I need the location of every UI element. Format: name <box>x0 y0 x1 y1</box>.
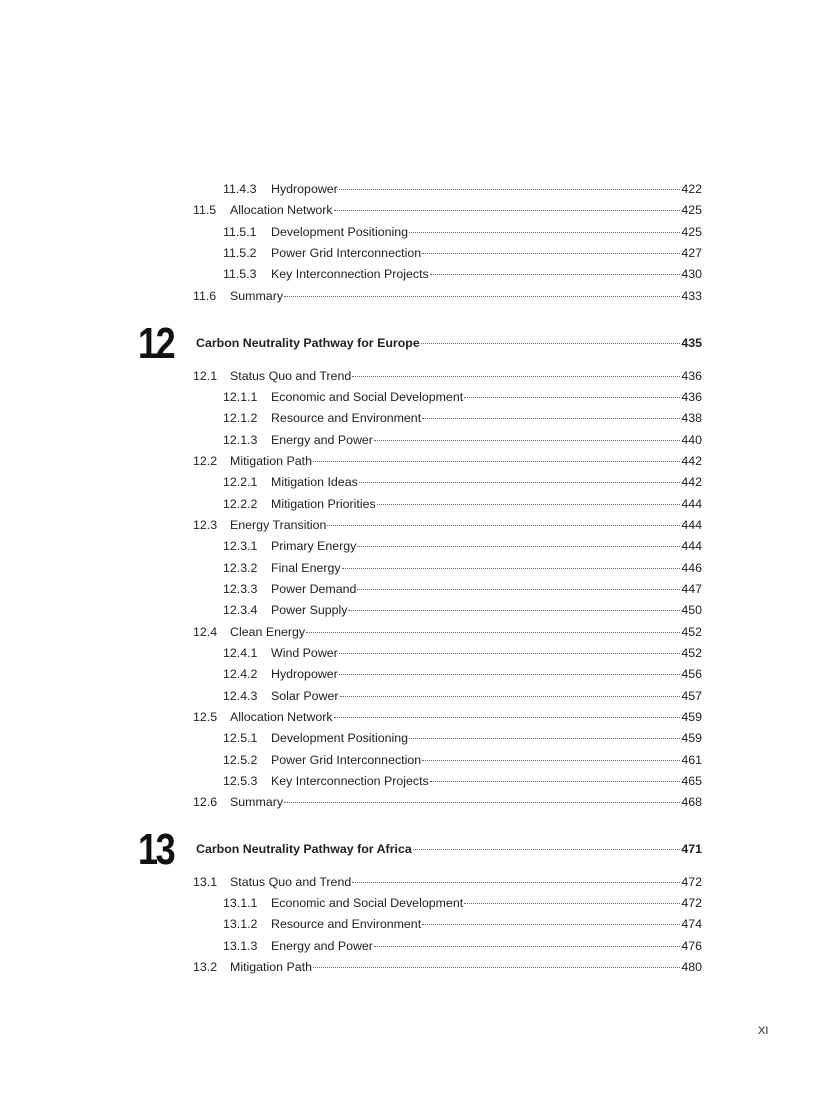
entry-page: 447 <box>681 581 702 596</box>
chapter-number: 12 <box>138 319 174 368</box>
entry-body <box>271 643 702 664</box>
toc-entry[interactable] <box>0 179 816 200</box>
toc-entry[interactable] <box>0 472 816 493</box>
dot-leader <box>374 440 680 441</box>
entry-body <box>271 686 702 707</box>
entry-body <box>271 750 702 771</box>
entry-number: 11.6 <box>193 288 217 303</box>
entry-number: 12.1.3 <box>223 432 258 447</box>
entry-title: Development Positioning <box>271 731 409 746</box>
entry-page: 438 <box>681 411 702 426</box>
toc-entry[interactable] <box>0 536 816 557</box>
entry-page: 459 <box>681 731 702 746</box>
toc-entry[interactable] <box>0 366 816 387</box>
entry-body <box>271 914 702 935</box>
toc-entry[interactable] <box>0 728 816 749</box>
dot-leader <box>409 232 680 233</box>
dot-leader <box>421 343 681 344</box>
toc-entry[interactable] <box>0 515 816 536</box>
dot-leader <box>348 610 680 611</box>
entry-body <box>271 771 702 792</box>
toc-section-chapter-12 <box>0 366 816 814</box>
dot-leader <box>352 376 680 377</box>
entry-title: Summary <box>230 795 284 810</box>
toc-entry[interactable] <box>0 936 816 957</box>
dot-leader <box>422 760 680 761</box>
entry-number: 11.5.3 <box>223 267 257 282</box>
entry-body <box>271 243 702 264</box>
entry-body <box>271 893 702 914</box>
entry-body <box>271 472 702 493</box>
chapter-page: 471 <box>681 842 702 856</box>
dot-leader <box>357 589 680 590</box>
entry-body <box>271 728 702 749</box>
dot-leader <box>413 849 681 850</box>
entry-page: 456 <box>681 667 702 682</box>
dot-leader <box>430 274 681 275</box>
chapter-title: Carbon Neutrality Pathway for Africa <box>196 842 412 856</box>
entry-body <box>230 200 702 221</box>
entry-body <box>271 494 702 515</box>
toc-entry[interactable] <box>0 957 816 978</box>
entry-body <box>271 536 702 557</box>
entry-page: 440 <box>681 432 702 447</box>
entry-title: Mitigation Path <box>230 959 312 974</box>
entry-title: Summary <box>230 288 284 303</box>
entry-page: 472 <box>681 874 702 889</box>
entry-title: Development Positioning <box>271 224 409 239</box>
chapter-title: Carbon Neutrality Pathway for Europe <box>196 336 420 350</box>
entry-title: Key Interconnection Projects <box>271 267 429 282</box>
entry-body <box>230 366 702 387</box>
dot-leader <box>334 717 681 718</box>
entry-page: 446 <box>681 560 702 575</box>
entry-page: 436 <box>681 389 702 404</box>
entry-number: 12.4 <box>193 624 218 639</box>
dot-leader <box>374 946 680 947</box>
entry-page: 442 <box>681 453 702 468</box>
entry-title: Wind Power <box>271 645 338 660</box>
entry-number: 13.1.2 <box>223 917 258 932</box>
entry-page: 425 <box>681 224 702 239</box>
entry-number: 13.1 <box>193 874 218 889</box>
entry-body <box>230 957 702 978</box>
entry-body <box>271 936 702 957</box>
dot-leader <box>430 781 681 782</box>
toc-entry[interactable] <box>0 707 816 728</box>
dot-leader <box>284 802 680 803</box>
entry-body <box>271 222 702 243</box>
toc-entry[interactable] <box>0 600 816 621</box>
toc-section-chapter-11 <box>0 179 816 307</box>
entry-title: Economic and Social Development <box>271 389 464 404</box>
entry-page: 444 <box>681 496 702 511</box>
entry-number: 12.5.3 <box>223 774 258 789</box>
chapter-number: 13 <box>138 825 174 874</box>
entry-number: 11.5 <box>193 203 217 218</box>
entry-body <box>230 451 702 472</box>
entry-title: Final Energy <box>271 560 341 575</box>
entry-body <box>271 558 702 579</box>
dot-leader <box>334 210 681 211</box>
toc-entry[interactable] <box>0 664 816 685</box>
toc-entry[interactable] <box>0 579 816 600</box>
entry-title: Hydropower <box>271 182 338 196</box>
dot-leader <box>352 882 680 883</box>
entry-title: Allocation Network <box>230 203 333 218</box>
entry-title: Power Grid Interconnection <box>271 246 422 261</box>
entry-page: 468 <box>681 795 702 810</box>
toc-entry[interactable] <box>0 451 816 472</box>
toc-entry[interactable] <box>0 686 816 707</box>
entry-number: 12.2.1 <box>223 475 258 490</box>
entry-page: 430 <box>681 267 702 282</box>
dot-leader <box>339 674 681 675</box>
entry-title: Hydropower <box>271 667 338 682</box>
toc-entry[interactable] <box>0 408 816 429</box>
dot-leader <box>422 924 680 925</box>
entry-body <box>230 286 702 307</box>
entry-number: 12.5 <box>193 710 218 724</box>
toc-entry[interactable] <box>0 264 816 285</box>
chapter-page: 435 <box>681 336 702 350</box>
entry-body <box>230 515 702 536</box>
chapter-heading-13[interactable] <box>0 825 816 874</box>
dot-leader <box>422 418 680 419</box>
entry-body <box>271 408 702 429</box>
entry-page: 457 <box>681 688 702 703</box>
entry-number: 11.5.2 <box>223 246 257 261</box>
entry-page: 442 <box>681 475 702 490</box>
entry-title: Economic and Social Development <box>271 895 464 910</box>
toc-entry[interactable] <box>0 222 816 243</box>
toc-entry[interactable] <box>0 387 816 408</box>
toc-entry[interactable] <box>0 893 816 914</box>
entry-page: 427 <box>681 246 702 261</box>
entry-page: 452 <box>681 645 702 660</box>
entry-title: Primary Energy <box>271 539 357 554</box>
dot-leader <box>313 967 680 968</box>
entry-number: 12.3.4 <box>223 603 258 618</box>
entry-number: 12.5.2 <box>223 752 258 767</box>
dot-leader <box>306 632 680 633</box>
dot-leader <box>313 461 680 462</box>
toc-entry[interactable] <box>0 792 816 813</box>
entry-body <box>230 792 702 813</box>
entry-number: 13.2 <box>193 959 218 974</box>
entry-page: 474 <box>681 917 702 932</box>
entry-title: Resource and Environment <box>271 917 422 932</box>
entry-page: 450 <box>681 603 702 618</box>
entry-title: Mitigation Priorities <box>271 496 376 511</box>
entry-title: Clean Energy <box>230 624 306 639</box>
entry-number: 12.3.1 <box>223 539 258 554</box>
dot-leader <box>340 696 681 697</box>
entry-number: 12.6 <box>193 795 218 810</box>
toc-entry[interactable] <box>0 494 816 515</box>
dot-leader <box>409 738 680 739</box>
dot-leader <box>377 504 681 505</box>
toc-entry[interactable] <box>0 750 816 771</box>
entry-page: 459 <box>681 710 702 724</box>
dot-leader <box>422 253 680 254</box>
toc-entry[interactable] <box>0 643 816 664</box>
entry-page: 472 <box>681 895 702 910</box>
entry-number: 12.4.1 <box>223 645 258 660</box>
dot-leader <box>342 568 681 569</box>
dot-leader <box>359 482 681 483</box>
entry-title: Energy and Power <box>271 938 373 953</box>
entry-title: Status Quo and Trend <box>230 874 352 889</box>
entry-number: 11.4.3 <box>223 182 257 196</box>
entry-body <box>230 872 702 893</box>
toc-entry[interactable] <box>0 243 816 264</box>
entry-number: 12.1.2 <box>223 411 258 426</box>
toc-entry[interactable] <box>0 286 816 307</box>
entry-body <box>271 430 702 451</box>
entry-number: 12.2 <box>193 453 218 468</box>
entry-page: 452 <box>681 624 702 639</box>
dot-leader <box>357 546 680 547</box>
toc-entry[interactable] <box>0 914 816 935</box>
entry-body <box>230 707 702 728</box>
entry-number: 12.3.3 <box>223 581 258 596</box>
entry-title: Power Supply <box>271 603 348 618</box>
entry-title: Solar Power <box>271 688 339 703</box>
entry-title: Mitigation Path <box>230 453 312 468</box>
entry-page: 465 <box>681 774 702 789</box>
entry-body <box>271 664 702 685</box>
toc-entry[interactable] <box>0 771 816 792</box>
dot-leader <box>339 653 681 654</box>
entry-page: 425 <box>681 203 702 218</box>
entry-page: 433 <box>681 288 702 303</box>
entry-page: 444 <box>681 539 702 554</box>
entry-body <box>230 622 702 643</box>
entry-title: Power Demand <box>271 581 357 596</box>
entry-body <box>271 264 702 285</box>
chapter-heading-12[interactable] <box>0 319 816 368</box>
dot-leader <box>339 189 681 190</box>
entry-body <box>271 579 702 600</box>
entry-title: Key Interconnection Projects <box>271 774 429 789</box>
toc-section-chapter-13 <box>0 872 816 979</box>
entry-page: 461 <box>681 752 702 767</box>
toc-entry[interactable] <box>0 430 816 451</box>
entry-title: Status Quo and Trend <box>230 368 352 383</box>
entry-number: 13.1.3 <box>223 938 258 953</box>
toc-entry[interactable] <box>0 622 816 643</box>
entry-body <box>271 600 702 621</box>
entry-title: Energy and Power <box>271 432 373 447</box>
entry-page: 476 <box>681 938 702 953</box>
entry-body <box>271 387 702 408</box>
entry-title: Mitigation Ideas <box>271 475 358 490</box>
entry-page: 480 <box>681 959 702 974</box>
entry-number: 12.4.2 <box>223 667 258 682</box>
entry-number: 12.4.3 <box>223 688 258 703</box>
dot-leader <box>327 525 680 526</box>
dot-leader <box>464 397 680 398</box>
entry-number: 12.1.1 <box>223 389 258 404</box>
entry-number: 12.5.1 <box>223 731 258 746</box>
toc-entry[interactable] <box>0 200 816 221</box>
entry-title: Energy Transition <box>230 517 327 532</box>
dot-leader <box>464 903 680 904</box>
entry-page: 436 <box>681 368 702 383</box>
entry-number: 11.5.1 <box>223 224 257 239</box>
toc-entry[interactable] <box>0 872 816 893</box>
entry-number: 12.3.2 <box>223 560 258 575</box>
entry-title: Allocation Network <box>230 710 333 724</box>
entry-title: Resource and Environment <box>271 411 422 426</box>
entry-number: 12.3 <box>193 517 218 532</box>
page-folio: XI <box>758 1025 769 1037</box>
toc-entry[interactable] <box>0 558 816 579</box>
entry-number: 12.2.2 <box>223 496 258 511</box>
entry-page: 422 <box>681 182 702 196</box>
entry-title: Power Grid Interconnection <box>271 752 422 767</box>
entry-body <box>271 179 702 200</box>
entry-number: 12.1 <box>193 368 218 383</box>
entry-number: 13.1.1 <box>223 895 258 910</box>
entry-page: 444 <box>681 517 702 532</box>
dot-leader <box>284 296 680 297</box>
